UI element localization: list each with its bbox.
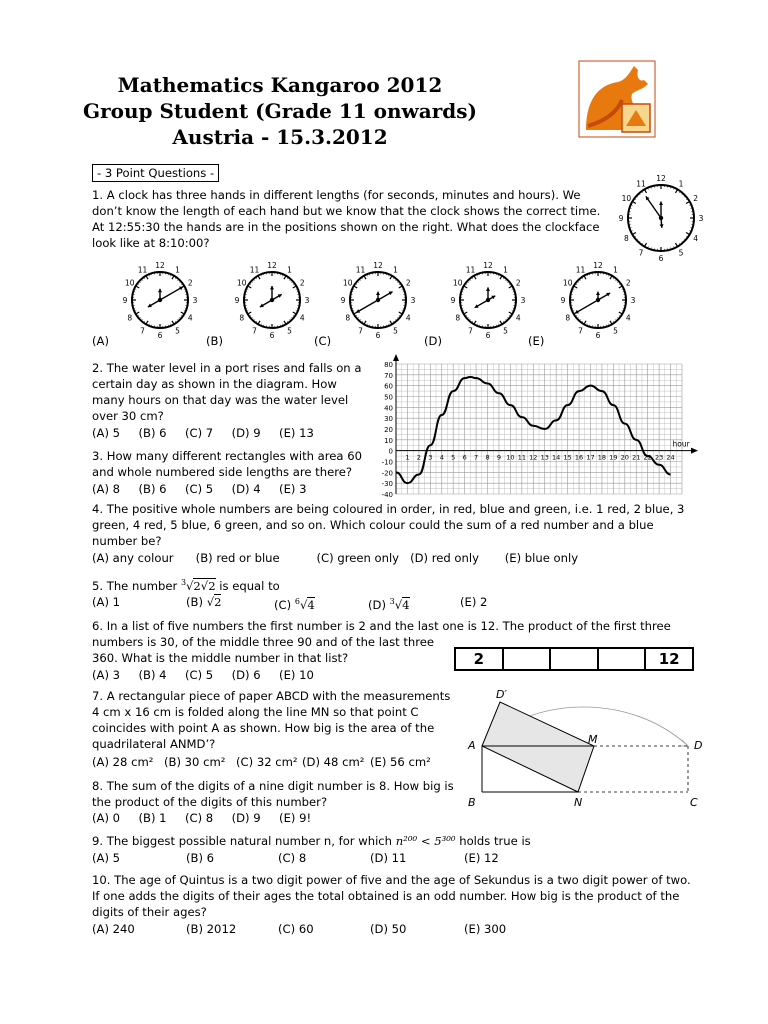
y-tick-label: -10 xyxy=(381,458,393,467)
clock-numeral: 9 xyxy=(450,296,456,305)
x-tick-label: 6 xyxy=(462,453,467,462)
clock-numeral: 5 xyxy=(393,326,398,336)
x-tick-label: 11 xyxy=(517,453,526,462)
clock-numeral: 3 xyxy=(698,214,704,223)
list-box: 12 xyxy=(658,650,680,668)
clock-numeral: 5 xyxy=(613,326,618,336)
kangaroo-logo xyxy=(578,60,656,138)
clock-numeral: 1 xyxy=(287,265,292,275)
clock-numeral: 2 xyxy=(299,278,305,288)
clock-numeral: 12 xyxy=(267,261,277,270)
q2-line: over 30 cm? xyxy=(92,409,164,423)
q5-stem: 5. The number xyxy=(92,578,178,593)
clock-option-d xyxy=(440,258,536,342)
q7-line: quadrilateral ANMD’? xyxy=(92,737,216,751)
clock-numeral: 7 xyxy=(252,326,257,336)
clock-numeral: 4 xyxy=(405,313,411,323)
y-tick-label: 0 xyxy=(388,447,393,456)
q9-formula: n²⁰⁰ < 5³⁰⁰ xyxy=(395,834,456,848)
clock-center xyxy=(158,298,162,302)
y-tick-label: 20 xyxy=(384,426,393,434)
clock-numeral: 9 xyxy=(618,214,624,223)
clock-numeral: 4 xyxy=(187,313,193,323)
clock-numeral: 6 xyxy=(157,331,163,340)
q1-line: don’t know the length of each hand but we know that the clock shows the correct time. xyxy=(92,204,601,218)
q1-option-a[interactable]: (A) xyxy=(92,334,109,348)
clock-numeral: 4 xyxy=(515,313,521,323)
q3-line: 3. How many different rectangles with area 60 xyxy=(92,449,362,463)
clock-numeral: 1 xyxy=(175,265,180,275)
q2-line: certain day as shown in the diagram. How xyxy=(92,377,337,391)
clock-numeral: 9 xyxy=(122,296,128,305)
x-tick-label: 15 xyxy=(563,453,572,462)
clock-numeral: 1 xyxy=(503,265,508,275)
clock-hand-arrow xyxy=(660,224,664,228)
y-tick-label: 10 xyxy=(384,436,393,445)
q9-stem: 9. The biggest possible natural number n, for which xyxy=(92,834,393,848)
q1-option-d[interactable]: (D) xyxy=(424,334,442,348)
y-tick-label: 70 xyxy=(384,371,393,380)
q9-option-d[interactable]: (D) 11 xyxy=(370,851,407,865)
label-d-prime: D′ xyxy=(496,688,507,701)
clock-numeral: 7 xyxy=(468,326,473,336)
list-box xyxy=(551,649,599,669)
number-list-boxes xyxy=(454,647,694,671)
clock-numeral: 2 xyxy=(625,278,631,288)
q10-line: If one adds the digits of their ages the total obtained is an odd number. How big is the product of the xyxy=(92,889,680,903)
q6-line: 6. In a list of five numbers the first number is 2 and the last one is 12. The product of the first three xyxy=(92,619,671,633)
x-tick-label: 17 xyxy=(586,453,595,462)
y-tick-label: 60 xyxy=(384,382,393,391)
clock-numeral: 6 xyxy=(485,331,491,340)
q4-line: green, 4 red, 5 blue, 6 green, and so on. Which colour could the sum of a red number and a blue xyxy=(92,518,654,532)
y-tick-label: 40 xyxy=(384,404,393,413)
q5-option-d[interactable] xyxy=(368,594,410,613)
x-tick-label: 10 xyxy=(506,453,515,462)
x-tick-label: 22 xyxy=(643,453,652,462)
x-tick-label: 9 xyxy=(496,453,502,462)
clock-numeral: 2 xyxy=(515,278,521,288)
clock-numeral: 2 xyxy=(693,194,699,203)
list-box xyxy=(504,649,552,669)
question-4 xyxy=(92,501,722,549)
clock-numeral: 12 xyxy=(373,261,383,270)
clock-numeral: 12 xyxy=(593,261,603,270)
clock-hand-arrow xyxy=(596,292,600,295)
question-9 xyxy=(92,833,531,849)
x-tick-label: 7 xyxy=(474,453,479,462)
q9-option-e[interactable]: (E) 12 xyxy=(464,851,499,865)
clock-hand-arrow xyxy=(376,292,380,295)
clock-numeral: 6 xyxy=(375,331,381,340)
q1-line: look like at 8:10:00? xyxy=(92,236,210,250)
x-tick-label: 19 xyxy=(609,453,618,462)
clock-numeral: 5 xyxy=(503,326,508,336)
q4-line: number be? xyxy=(92,534,162,548)
q4-options[interactable]: (A) any colour (B) red or blue (C) green only (D) red only (E) blue only xyxy=(92,551,579,565)
x-tick-label: 8 xyxy=(485,453,490,462)
q10-option-a[interactable]: (A) 240 xyxy=(92,922,135,936)
q7-option-a[interactable]: (A) 28 cm² xyxy=(92,755,154,769)
clock-numeral: 5 xyxy=(175,326,180,336)
q9-stem-end: holds true is xyxy=(459,834,531,848)
clock-numeral: 8 xyxy=(623,234,629,243)
q8-line: 8. The sum of the digits of a nine digit number is 8. How big is xyxy=(92,779,454,793)
clock-numeral: 10 xyxy=(452,278,463,288)
x-tick-label: 12 xyxy=(529,453,538,462)
clock-numeral: 2 xyxy=(187,278,193,288)
q1-option-b[interactable]: (B) xyxy=(206,334,224,348)
clock-numeral: 12 xyxy=(483,261,493,270)
arc-arrowhead xyxy=(680,740,688,746)
folded-paper-diagram xyxy=(460,686,720,810)
clock-center xyxy=(596,298,600,302)
x-tick-label: 24 xyxy=(666,453,675,462)
q2-line: 2. The water level in a port rises and falls on a xyxy=(92,361,362,375)
q5-option-c-label: (C) xyxy=(274,597,292,612)
q5-formula: $^3$√2√2 xyxy=(180,578,216,593)
q10-line: digits of their ages? xyxy=(92,905,207,919)
question-1 xyxy=(92,187,612,251)
label-a: A xyxy=(468,739,476,752)
clock-hand-arrow xyxy=(659,202,663,205)
clock-option-a xyxy=(112,258,208,342)
clock-numeral: 1 xyxy=(678,179,684,189)
q7-option-c[interactable]: (C) 32 cm² xyxy=(236,755,298,769)
clock-numeral: 7 xyxy=(638,248,644,258)
q1-line: 1. A clock has three hands in different lengths (for seconds, minutes and hours). We xyxy=(92,188,581,202)
title-line-2: Group Student (Grade 11 onwards) xyxy=(83,99,477,123)
question-8 xyxy=(92,778,462,810)
clock-hand-arrow xyxy=(158,289,162,292)
q10-option-d[interactable]: (D) 50 xyxy=(370,922,407,936)
q5-option-d-label: (D) xyxy=(368,597,386,612)
q10-option-e[interactable]: (E) 300 xyxy=(464,922,507,936)
clock-hand xyxy=(160,287,183,300)
clock-center xyxy=(659,216,663,220)
clock-numeral: 1 xyxy=(613,265,618,275)
q9-option-b[interactable]: (B) 6 xyxy=(186,851,215,865)
q5-option-d-formula: $^3$√4 xyxy=(389,597,410,612)
clock-numeral: 10 xyxy=(124,278,135,288)
q1-option-e[interactable]: (E) xyxy=(528,334,545,348)
label-c: C xyxy=(690,796,698,809)
q8-line: the product of the digits of this number? xyxy=(92,795,328,809)
clock-numeral: 6 xyxy=(658,254,664,263)
clock-numeral: 4 xyxy=(693,234,699,243)
clock-hand xyxy=(646,196,661,218)
q6-options[interactable]: (A) 3 (B) 4 (C) 5 (D) 6 (E) 10 xyxy=(92,668,314,682)
x-tick-label: 13 xyxy=(540,453,549,462)
question-3 xyxy=(92,448,382,480)
folded-quadrilateral xyxy=(482,702,594,792)
clock-numeral: 10 xyxy=(342,278,353,288)
label-d: D xyxy=(694,739,703,752)
q7-option-e[interactable]: (E) 56 cm² xyxy=(370,755,431,769)
y-axis-arrow xyxy=(393,354,399,361)
clock-numeral: 11 xyxy=(355,265,366,275)
clock-numeral: 11 xyxy=(575,265,586,275)
clock-numeral: 5 xyxy=(287,326,292,336)
clock-numeral: 8 xyxy=(455,313,461,323)
clock-numeral: 5 xyxy=(678,248,684,258)
x-tick-label: 21 xyxy=(632,453,641,462)
q8-options[interactable]: (A) 0 (B) 1 (C) 8 (D) 9 (E) 9! xyxy=(92,811,312,825)
clock-numeral: 10 xyxy=(236,278,247,288)
q5-option-e[interactable]: (E) 2 xyxy=(460,595,488,609)
y-tick-label: 80 xyxy=(384,361,393,369)
question-5 xyxy=(92,575,280,594)
q10-option-c[interactable]: (C) 60 xyxy=(278,922,314,936)
q2-options[interactable]: (A) 5 (B) 6 (C) 7 (D) 9 (E) 13 xyxy=(92,426,314,440)
clock-hand xyxy=(356,300,378,313)
y-tick-label: -40 xyxy=(381,491,393,499)
clock-numeral: 9 xyxy=(340,296,346,305)
x-tick-label: 4 xyxy=(439,453,444,462)
clock-numeral: 12 xyxy=(155,261,165,270)
q3-line: and whole numbered side lengths are there? xyxy=(92,465,353,479)
clock-numeral: 4 xyxy=(625,313,631,323)
q3-options[interactable]: (A) 8 (B) 6 (C) 5 (D) 4 (E) 3 xyxy=(92,482,307,496)
clock-numeral: 3 xyxy=(520,296,526,305)
clock-option-b xyxy=(224,258,320,342)
q4-line: 4. The positive whole numbers are being coloured in order, in red, blue and green, i.e. 1 red, 2 blue, 3 xyxy=(92,502,685,516)
label-n: N xyxy=(574,796,583,809)
clock-numeral: 3 xyxy=(192,296,198,305)
x-tick-label: 18 xyxy=(597,453,607,462)
y-tick-label: -20 xyxy=(381,469,393,478)
q7-line: coincides with point A as shown. How big is the area of the xyxy=(92,721,435,735)
clock-numeral: 6 xyxy=(595,331,601,340)
clock-numeral: 1 xyxy=(393,265,398,275)
clock-numeral: 4 xyxy=(299,313,305,323)
clock-numeral: 9 xyxy=(560,296,566,305)
x-tick-label: 23 xyxy=(654,453,664,462)
water-level-chart xyxy=(372,352,718,500)
section-label: - 3 Point Questions - xyxy=(92,164,219,182)
q5-option-b[interactable] xyxy=(186,594,221,610)
clock-numeral: 7 xyxy=(140,326,145,336)
clock-numeral: 8 xyxy=(565,313,571,323)
x-tick-label: 14 xyxy=(552,453,561,462)
clock-numeral: 9 xyxy=(234,296,240,305)
clock-numeral: 7 xyxy=(358,326,363,336)
q9-option-a[interactable]: (A) 5 xyxy=(92,851,121,865)
y-tick-label: 50 xyxy=(384,393,393,402)
clock-numeral: 11 xyxy=(465,265,476,275)
title-line-3: Austria - 15.3.2012 xyxy=(172,125,388,149)
y-tick-label: -30 xyxy=(381,480,393,489)
clock-hand xyxy=(575,300,598,313)
q7-line: 7. A rectangular piece of paper ABCD with the measurements xyxy=(92,689,451,703)
clock-numeral: 11 xyxy=(137,265,148,275)
q5-option-a[interactable]: (A) 1 xyxy=(92,595,121,609)
clock-numeral: 3 xyxy=(410,296,416,305)
reference-clock xyxy=(609,172,713,264)
clock-numeral: 8 xyxy=(127,313,133,323)
clock-numeral: 3 xyxy=(630,296,636,305)
question-10 xyxy=(92,872,732,920)
clock-numeral: 10 xyxy=(562,278,573,288)
clock-option-e xyxy=(550,258,646,342)
q5-option-c-formula: $^6$√4 xyxy=(294,597,315,612)
q2-line: many hours on that day was the water level xyxy=(92,393,349,407)
q9-option-c[interactable]: (C) 8 xyxy=(278,851,307,865)
clock-hand-arrow xyxy=(486,287,490,290)
clock-center xyxy=(270,298,274,302)
label-b: B xyxy=(468,796,476,809)
clock-numeral: 3 xyxy=(304,296,310,305)
question-7 xyxy=(92,688,462,752)
question-2 xyxy=(92,360,382,424)
clock-hand-arrow xyxy=(270,286,274,289)
q7-option-d[interactable]: (D) 48 cm² xyxy=(302,755,365,769)
x-axis-arrow xyxy=(691,448,698,454)
list-box: 2 xyxy=(456,649,504,669)
clock-center xyxy=(486,298,490,302)
x-axis-label: hour xyxy=(672,439,690,449)
q1-option-c[interactable]: (C) xyxy=(314,334,332,348)
x-tick-label: 16 xyxy=(574,453,584,462)
x-tick-label: 3 xyxy=(428,453,433,462)
label-m: M xyxy=(588,733,598,746)
q5-option-c[interactable] xyxy=(274,594,315,613)
clock-numeral: 12 xyxy=(656,174,666,183)
x-tick-label: 2 xyxy=(416,453,421,462)
y-tick-label: 30 xyxy=(384,415,393,424)
list-box xyxy=(599,649,647,669)
q6-line: numbers is 30, of the middle three 90 and of the last three xyxy=(92,635,435,649)
x-tick-label: 5 xyxy=(451,453,456,462)
clock-numeral: 6 xyxy=(269,331,275,340)
q10-line: 10. The age of Quintus is a two digit power of five and the age of Sekundus is a two digit power of two. xyxy=(92,873,691,887)
clock-numeral: 11 xyxy=(249,265,260,275)
clock-numeral: 7 xyxy=(578,326,583,336)
q1-line: At 12:55:30 the hands are in the positions shown on the right. What does the clockface xyxy=(92,220,600,234)
clock-option-c xyxy=(330,258,426,342)
clock-center xyxy=(376,298,380,302)
q10-option-b[interactable]: (B) 2012 xyxy=(186,922,237,936)
q6-line: 360. What is the middle number in that list? xyxy=(92,651,349,665)
q7-option-b[interactable]: (B) 30 cm² xyxy=(164,755,226,769)
x-tick-label: 20 xyxy=(620,453,629,462)
clock-numeral: 8 xyxy=(345,313,351,323)
clock-numeral: 8 xyxy=(239,313,245,323)
q5-option-b-formula: √2 xyxy=(206,595,222,609)
clock-numeral: 11 xyxy=(636,179,646,189)
q5-option-b-label: (B) xyxy=(186,595,204,609)
clock-numeral: 2 xyxy=(405,278,411,288)
q7-line: 4 cm x 16 cm is folded along the line MN so that point C xyxy=(92,705,419,719)
title-line-1: Mathematics Kangaroo 2012 xyxy=(117,73,443,97)
x-tick-label: 1 xyxy=(405,453,410,462)
clock-numeral: 10 xyxy=(621,194,632,203)
q5-stem-end: is equal to xyxy=(219,578,280,593)
